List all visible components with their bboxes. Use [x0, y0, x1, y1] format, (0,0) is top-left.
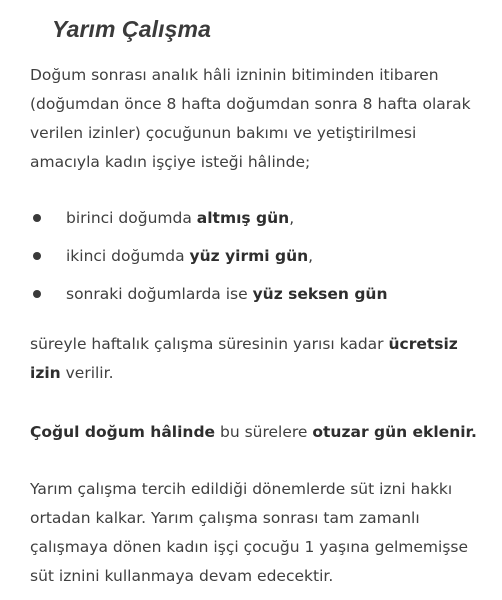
list-item	[30, 240, 490, 278]
bullet-icon	[33, 214, 41, 222]
intro-line: amacıyla kadın işçiye isteği hâlinde;	[30, 153, 311, 171]
duration-paragraph	[30, 330, 490, 388]
leave-duration-list	[30, 202, 490, 316]
intro-line: (doğumdan önce 8 hafta doğumdan sonra 8 hafta olarak	[30, 95, 471, 113]
list-item-emphasis: altmış gün	[196, 209, 290, 227]
multiple-birth-emphasis: Çoğul doğum hâlinde	[30, 423, 216, 441]
list-item-emphasis: yüz seksen gün	[252, 285, 388, 303]
bullet-icon	[33, 252, 41, 260]
multiple-birth-paragraph	[30, 418, 490, 447]
closing-line: ortadan kalkar. Yarım çalışma sonrası tam zamanlı	[30, 509, 420, 527]
list-item-text: ikinci doğumda	[66, 247, 190, 265]
list-item-text: sonraki doğumlarda ise	[66, 285, 253, 303]
extra-days-emphasis: otuzar gün eklenir.	[312, 423, 477, 441]
duration-line	[30, 330, 490, 359]
duration-text: verilir.	[60, 364, 114, 382]
list-item-emphasis: yüz yirmi gün	[189, 247, 309, 265]
leave-emphasis: izin	[30, 364, 61, 382]
list-item	[30, 202, 490, 240]
bullet-icon	[33, 290, 41, 298]
list-item-text: birinci doğumda	[66, 209, 197, 227]
list-item-suffix: ,	[308, 247, 314, 265]
intro-paragraph	[30, 61, 490, 177]
closing-line: Yarım çalışma tercih edildiği dönemlerde süt izni hakkı	[30, 480, 453, 498]
duration-line	[30, 359, 490, 388]
closing-line: süt iznini kullanmaya devam edecektir.	[30, 567, 334, 585]
section-title: Yarım Çalışma	[52, 16, 211, 42]
unpaid-emphasis: ücretsiz	[388, 335, 458, 353]
multiple-birth-line	[30, 418, 490, 447]
intro-line: Doğum sonrası analık hâli izninin bitiminden itibaren	[30, 66, 439, 84]
closing-paragraph	[30, 475, 490, 591]
multiple-birth-text: bu sürelere	[215, 423, 313, 441]
list-item	[30, 278, 490, 316]
intro-line: verilen izinler) çocuğunun bakımı ve yetiştirilmesi	[30, 124, 417, 142]
duration-text: süreyle haftalık çalışma süresinin yarısı kadar	[30, 335, 389, 353]
closing-line: çalışmaya dönen kadın işçi çocuğu 1 yaşına gelmemişse	[30, 538, 469, 556]
list-item-suffix: ,	[289, 209, 295, 227]
